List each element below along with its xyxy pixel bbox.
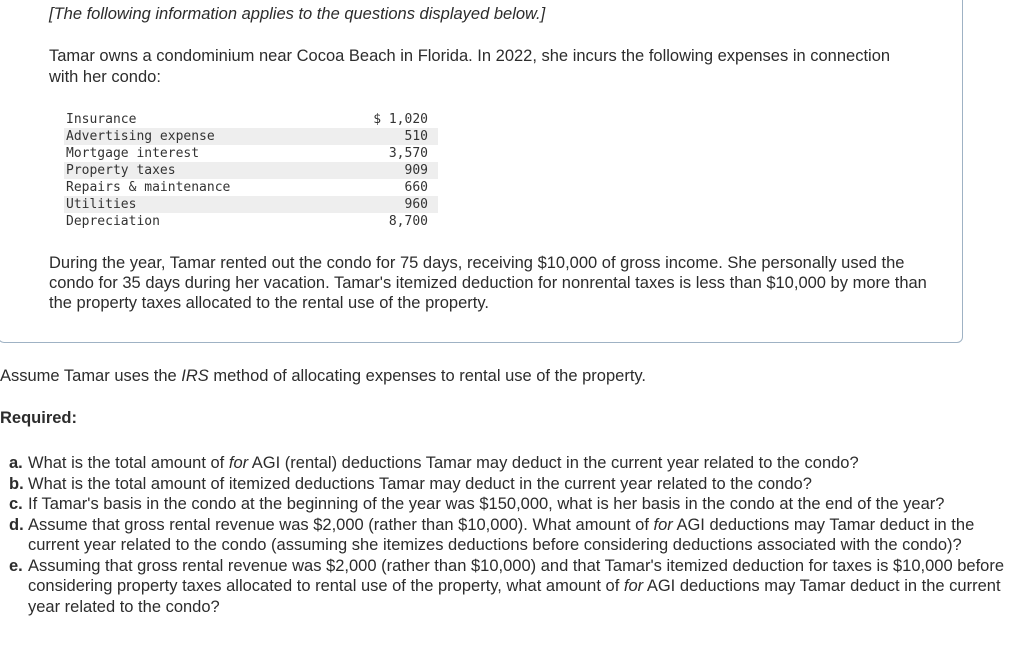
table-row — [64, 145, 438, 162]
question-text-post: AGI deductions may Tamar deduct in the current year related to the condo? — [28, 577, 1001, 616]
expense-amount: 8,700 — [388, 214, 428, 229]
question-text-pre: What is the total amount of itemized deductions Tamar may deduct in the current year related to the condo? — [28, 474, 812, 493]
expense-label: Utilities — [66, 197, 137, 212]
expense-amount: 909 — [404, 163, 428, 178]
expense-label: Property taxes — [66, 163, 176, 178]
required-heading: Required: — [0, 409, 78, 427]
assumption-emphasis: IRS — [181, 367, 209, 385]
expense-label: Insurance — [66, 112, 137, 127]
question-text-post: AGI (rental) deductions Tamar may deduct in the current year related to the condo? — [248, 454, 859, 472]
expense-amount: 3,570 — [388, 146, 428, 161]
expense-amount: $ 1,020 — [373, 112, 428, 127]
expense-amount: 660 — [404, 180, 428, 195]
question-text-emphasis: for — [623, 577, 644, 595]
expense-amount: 960 — [404, 197, 428, 212]
question-text-pre: Assuming that gross rental revenue was $2,000 (rather than $10,000) and that Tamar's itemized deduction for taxes is $10,000 before considering property taxes allocated to rental use of the property, what amount of — [28, 556, 1005, 595]
question-item — [9, 453, 1019, 474]
preface-note: [The following information applies to the questions displayed below.] — [49, 5, 546, 23]
scenario-text: During the year, Tamar rented out the condo for 75 days, receiving $10,000 of gross income. She personally used the condo for 35 days during her vacation. Tamar's itemized deduction for nonrental taxes is less than $10,000 by more than the property taxes allocated to the rental use of the property. — [49, 254, 927, 312]
assumption-text — [0, 367, 646, 386]
assumption-post: method of allocating expenses to rental use of the property. — [208, 367, 647, 385]
table-row — [64, 196, 438, 213]
question-text-post: AGI deductions may Tamar deduct in the current year related to the condo (assuming she itemizes deductions before considering deductions associated with the condo)? — [28, 515, 975, 554]
table-row — [64, 213, 438, 230]
question-text-emphasis: for — [653, 515, 673, 534]
question-item — [9, 556, 1019, 618]
table-row — [64, 179, 438, 196]
question-text-emphasis: for — [228, 454, 249, 472]
question-text-pre: What is the total amount of — [28, 454, 229, 472]
expense-amount: 510 — [404, 129, 428, 144]
expense-label: Advertising expense — [66, 129, 215, 144]
question-letter: d. — [9, 515, 24, 534]
question-item — [9, 515, 1019, 556]
question-item — [9, 474, 1019, 495]
assumption-pre: Assume Tamar uses the — [0, 367, 182, 385]
question-letter: e. — [9, 556, 23, 575]
question-item — [9, 494, 1019, 515]
question-letter: c. — [9, 495, 23, 513]
intro-text: Tamar owns a condominium near Cocoa Beach in Florida. In 2022, she incurs the following expenses in connection with her condo: — [49, 47, 891, 86]
expense-table — [64, 111, 438, 230]
table-row — [64, 162, 438, 179]
question-text-pre: If Tamar's basis in the condo at the beginning of the year was $150,000, what is her basis in the condo at the end of the year? — [28, 495, 945, 513]
table-row — [64, 128, 438, 145]
question-text-pre: Assume that gross rental revenue was $2,000 (rather than $10,000). What amount of — [28, 515, 654, 534]
expense-label: Repairs & maintenance — [66, 180, 231, 195]
table-row — [64, 111, 438, 128]
expense-label: Mortgage interest — [66, 146, 200, 161]
question-letter: b. — [9, 474, 24, 493]
expense-label: Depreciation — [66, 214, 160, 229]
question-list — [9, 453, 1019, 617]
question-letter: a. — [9, 454, 23, 472]
